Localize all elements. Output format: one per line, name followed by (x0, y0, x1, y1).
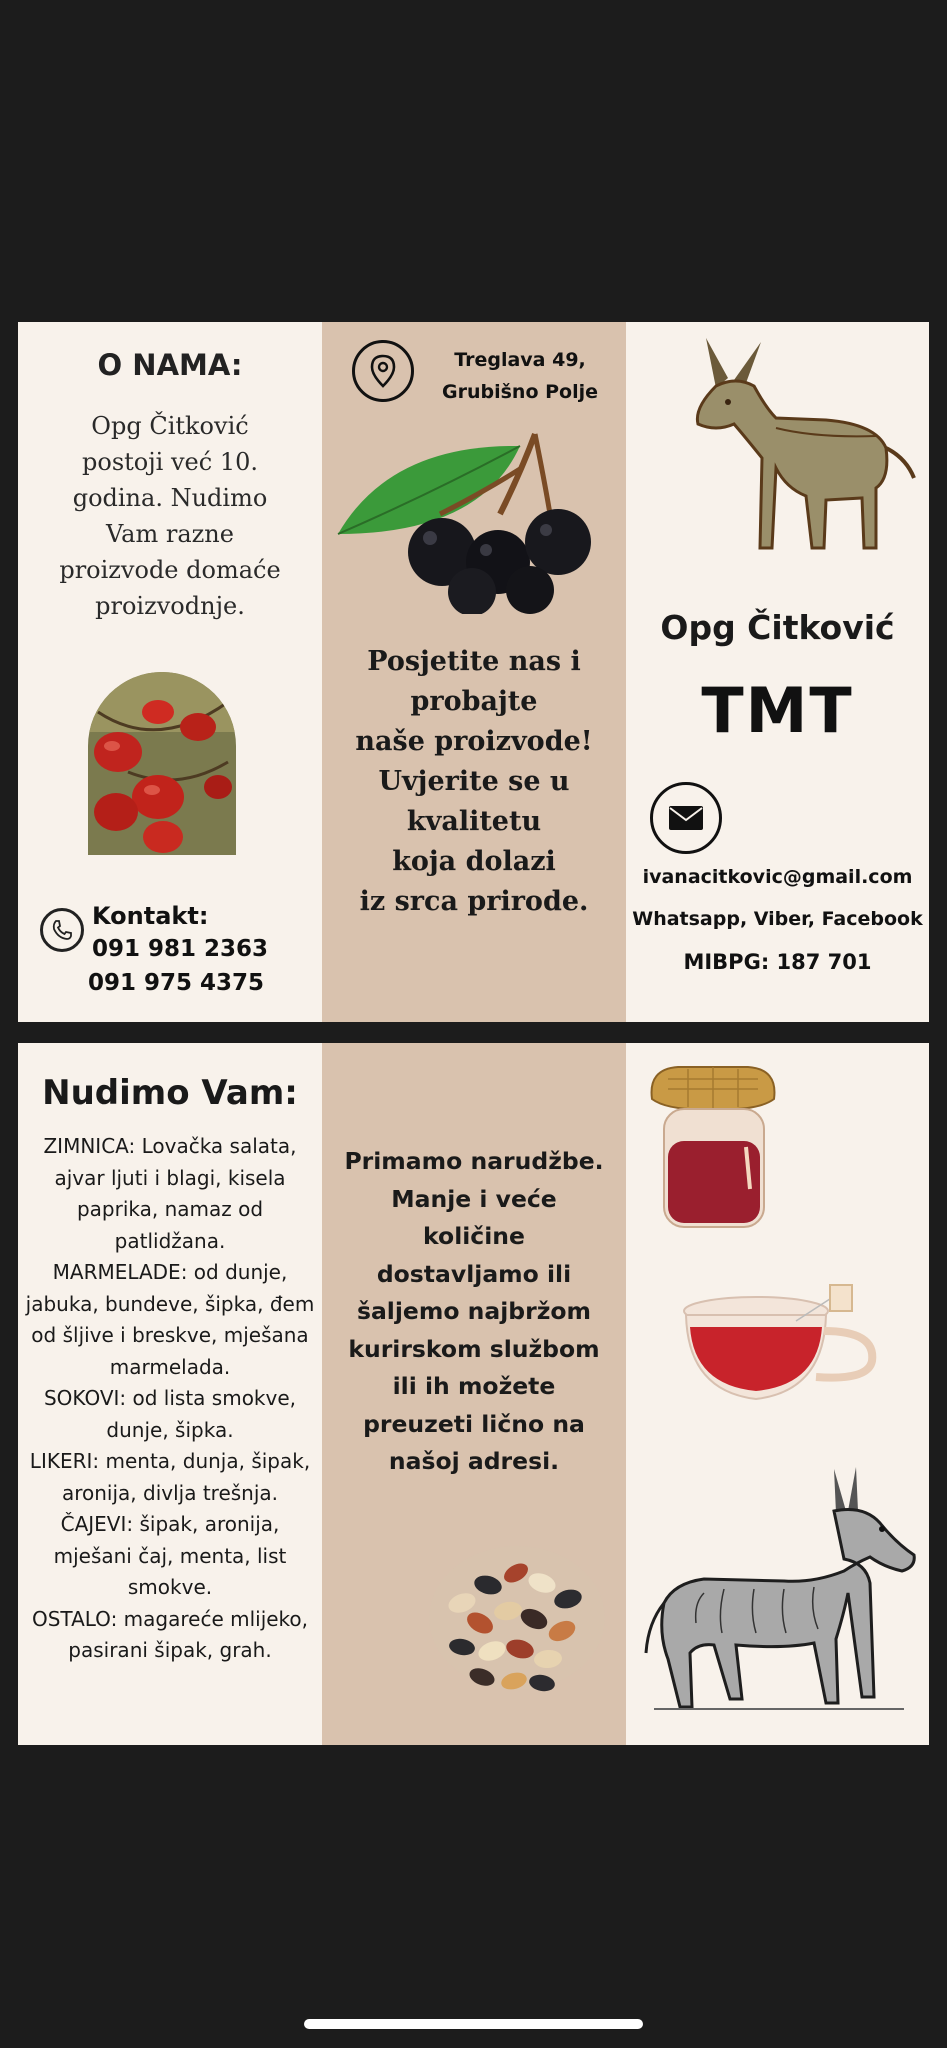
phone-icon (40, 908, 84, 952)
home-indicator[interactable] (304, 2019, 643, 2029)
offer-list (22, 1131, 318, 1667)
orders-line: dostavljamo ili (376, 1259, 572, 1288)
orders-line: količine (423, 1222, 525, 1250)
about-text: Opg Čitković postoji već 10. godina. Nudimo Vam razne proizvode domaće proizvodnje. (59, 412, 281, 620)
phone-number-2[interactable]: 091 975 4375 (88, 970, 265, 996)
donkey-sketch-illustration (634, 1463, 924, 1717)
visit-line: Uvjerite se u (378, 766, 570, 797)
location-pin-icon (352, 340, 414, 402)
aronia-berries-illustration (330, 414, 620, 618)
about-title: O NAMA: (97, 348, 243, 382)
products-illustration-column (626, 1043, 929, 1745)
orders-line: Primamo narudžbe. (344, 1147, 604, 1175)
offer-item: SOKOVI: od lista smokve, dunje, šipka. (43, 1386, 297, 1442)
jam-jar-illustration (638, 1049, 788, 1243)
visit-line: naše proizvode! (355, 726, 593, 757)
tea-cup-illustration (676, 1281, 886, 1425)
brand-column (626, 322, 929, 1022)
about-column (18, 322, 322, 1022)
orders-line: Manje i veće (391, 1184, 557, 1213)
beans-illustration (422, 1523, 612, 1707)
visit-text (332, 642, 616, 922)
orders-text (336, 1143, 612, 1481)
visit-line: koja dolazi (392, 846, 556, 877)
address-line-2: Grubišno Polje (442, 381, 598, 403)
orders-column (322, 1043, 626, 1745)
offer-item: ČAJEVI: šipak, aronija, mješani čaj, menta, list smokve. (53, 1512, 287, 1599)
offer-item: OSTALO: magareće mlijeko, pasirani šipak, grah. (31, 1606, 309, 1662)
donkey-illustration (676, 328, 916, 572)
orders-line: šaljemo najbržom (356, 1297, 592, 1325)
brand-tagline: TMT (701, 674, 854, 747)
offer-column (18, 1043, 322, 1745)
orders-line: kurirskom službom (348, 1334, 600, 1363)
brochure-front-panel (18, 322, 929, 1022)
visit-line: Posjetite nas i (367, 646, 581, 677)
visit-line: kvalitetu (406, 806, 542, 837)
visit-line: probajte (410, 686, 538, 717)
offer-item: ZIMNICA: Lovačka salata, ajvar ljuti i blagi, kisela paprika, namaz od patlidžana. (43, 1134, 297, 1253)
address-line-1: Treglava 49, (454, 349, 586, 371)
rosehip-photo (88, 672, 236, 855)
offer-title: Nudimo Vam: (42, 1073, 298, 1113)
envelope-icon (650, 782, 722, 854)
orders-line: našoj adresi. (388, 1447, 560, 1475)
brochure-back-panel (18, 1043, 929, 1745)
mibpg-number: MIBPG: 187 701 (683, 950, 872, 974)
visit-column (322, 322, 626, 1022)
phone-number-1[interactable]: 091 981 2363 (92, 936, 269, 962)
address (420, 344, 620, 408)
visit-line: iz srca prirode. (359, 886, 589, 917)
email-address[interactable]: ivanacitkovic@gmail.com (642, 866, 913, 888)
orders-line: ili ih možete (392, 1372, 556, 1400)
offer-item: MARMELADE: od dunje, jabuka, bundeve, šipka, đem od šljive i breskve, mješana marmelada. (25, 1260, 315, 1379)
social-channels: Whatsapp, Viber, Facebook (632, 908, 923, 930)
orders-line: preuzeti lično na (363, 1409, 585, 1438)
offer-item: LIKERI: menta, dunja, šipak, aronija, divlja trešnja. (29, 1449, 311, 1505)
contact-label: Kontakt: (92, 902, 209, 930)
brand-name: Opg Čitković (660, 608, 895, 647)
